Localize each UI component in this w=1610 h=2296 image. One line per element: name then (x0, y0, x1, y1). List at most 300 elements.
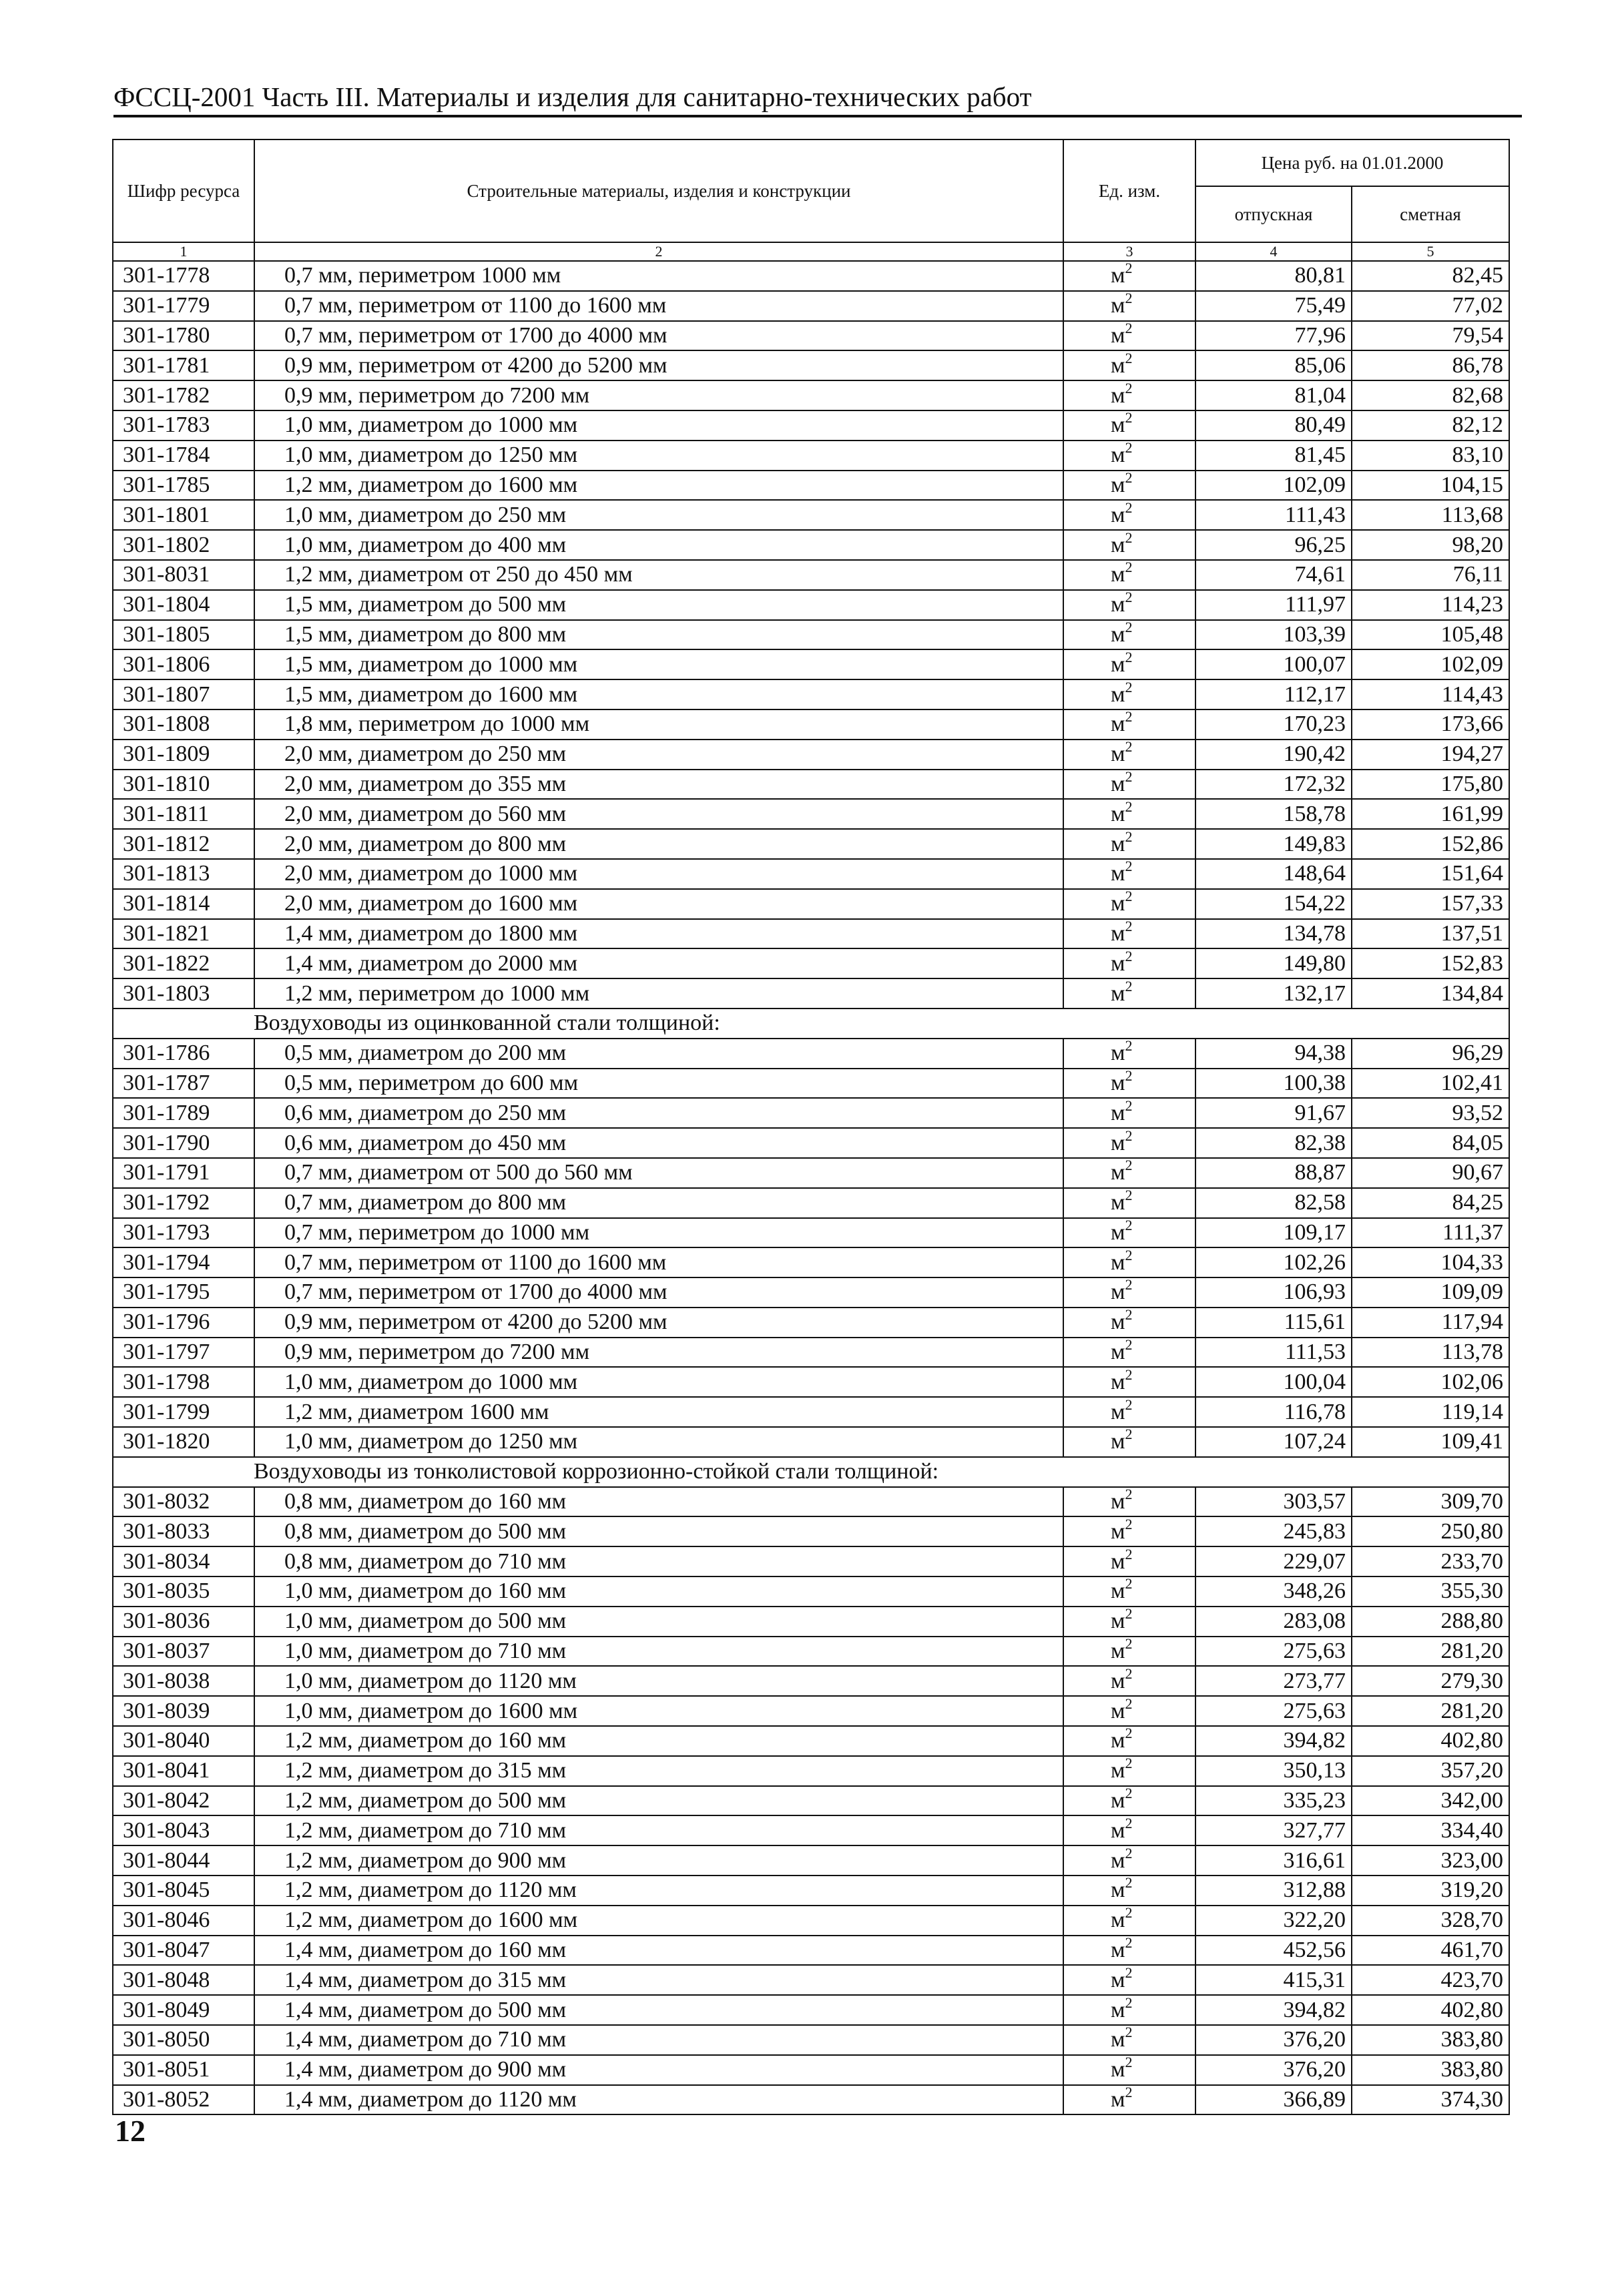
material-description: 0,9 мм, периметром от 4200 до 5200 мм (254, 1308, 1063, 1338)
material-description: 1,2 мм, диаметром до 500 мм (254, 1786, 1063, 1816)
section-row (113, 1009, 1509, 1039)
unit-exponent: 2 (1125, 440, 1133, 457)
material-description: 0,7 мм, диаметром до 800 мм (254, 1188, 1063, 1218)
price-release: 149,80 (1195, 948, 1352, 978)
unit-cell (1063, 1815, 1195, 1845)
price-estimate: 79,54 (1352, 321, 1509, 351)
unit-cell (1063, 1039, 1195, 1069)
price-table (112, 139, 1510, 2115)
price-estimate: 111,37 (1352, 1218, 1509, 1248)
material-description: 1,5 мм, диаметром до 1600 мм (254, 679, 1063, 709)
unit-cell (1063, 471, 1195, 501)
unit-cell (1063, 1367, 1195, 1397)
material-description: 0,7 мм, периметром от 1700 до 4000 мм (254, 1277, 1063, 1308)
price-release: 394,82 (1195, 1995, 1352, 2025)
price-estimate: 102,09 (1352, 649, 1509, 679)
unit-text: м (1111, 1489, 1125, 1514)
price-estimate: 119,14 (1352, 1397, 1509, 1427)
unit-text: м (1111, 681, 1125, 707)
price-estimate: 161,99 (1352, 799, 1509, 829)
material-description: 0,7 мм, периметром 1000 мм (254, 261, 1063, 291)
unit-cell (1063, 261, 1195, 291)
resource-code: 301-1791 (113, 1158, 254, 1188)
table-row (113, 1756, 1509, 1786)
unit-text: м (1111, 1518, 1125, 1544)
price-release: 350,13 (1195, 1756, 1352, 1786)
unit-exponent: 2 (1125, 1845, 1133, 1861)
material-description: 0,5 мм, периметром до 600 мм (254, 1069, 1063, 1099)
table-row (113, 1726, 1509, 1756)
table-row (113, 1039, 1509, 1069)
unit-cell (1063, 1098, 1195, 1128)
material-description: 0,9 мм, периметром до 7200 мм (254, 380, 1063, 410)
table-row (113, 590, 1509, 620)
table-row (113, 500, 1509, 530)
col-header-unit: Ед. изм. (1063, 139, 1195, 242)
resource-code: 301-1814 (113, 889, 254, 919)
price-estimate: 402,80 (1352, 1995, 1509, 2025)
unit-exponent: 2 (1125, 888, 1133, 905)
price-release: 415,31 (1195, 1965, 1352, 1995)
price-release: 82,58 (1195, 1188, 1352, 1218)
table-row (113, 1965, 1509, 1995)
unit-cell (1063, 649, 1195, 679)
unit-text: м (1111, 1728, 1125, 1753)
resource-code: 301-1793 (113, 1218, 254, 1248)
unit-exponent: 2 (1125, 1726, 1133, 1742)
unit-cell (1063, 829, 1195, 859)
table-row (113, 261, 1509, 291)
resource-code: 301-1822 (113, 948, 254, 978)
unit-cell (1063, 679, 1195, 709)
price-release: 172,32 (1195, 770, 1352, 800)
unit-text: м (1111, 1340, 1125, 1365)
price-release: 80,81 (1195, 261, 1352, 291)
material-description: 1,4 мм, диаметром до 160 мм (254, 1936, 1063, 1966)
material-description: 1,0 мм, диаметром до 1600 мм (254, 1696, 1063, 1726)
price-estimate: 402,80 (1352, 1726, 1509, 1756)
price-estimate: 93,52 (1352, 1098, 1509, 1128)
price-estimate: 109,41 (1352, 1427, 1509, 1457)
unit-exponent: 2 (1125, 1337, 1133, 1354)
page-number: 12 (115, 2114, 146, 2148)
resource-code: 301-1784 (113, 441, 254, 471)
material-description: 2,0 мм, диаметром до 1600 мм (254, 889, 1063, 919)
price-estimate: 90,67 (1352, 1158, 1509, 1188)
price-estimate: 84,05 (1352, 1128, 1509, 1158)
col-number: 1 (113, 242, 254, 261)
material-description: 1,2 мм, диаметром до 1600 мм (254, 1906, 1063, 1936)
material-description: 0,8 мм, диаметром до 160 мм (254, 1487, 1063, 1517)
table-row (113, 1995, 1509, 2025)
table-row (113, 560, 1509, 590)
price-estimate: 288,80 (1352, 1607, 1509, 1637)
unit-text: м (1111, 831, 1125, 856)
price-release: 190,42 (1195, 740, 1352, 770)
resource-code: 301-1808 (113, 709, 254, 740)
unit-text: м (1111, 1997, 1125, 2022)
material-description: 0,7 мм, периметром от 1700 до 4000 мм (254, 321, 1063, 351)
material-description: 1,0 мм, диаметром до 500 мм (254, 1607, 1063, 1637)
price-estimate: 323,00 (1352, 1845, 1509, 1876)
unit-exponent: 2 (1125, 1935, 1133, 1952)
resource-code: 301-8036 (113, 1607, 254, 1637)
unit-cell (1063, 1277, 1195, 1308)
unit-cell (1063, 1936, 1195, 1966)
price-release: 116,78 (1195, 1397, 1352, 1427)
material-description: 1,2 мм, диаметром до 1120 мм (254, 1876, 1063, 1906)
material-description: 0,9 мм, периметром от 4200 до 5200 мм (254, 350, 1063, 380)
resource-code: 301-1782 (113, 380, 254, 410)
unit-text: м (1111, 322, 1125, 348)
price-estimate: 281,20 (1352, 1637, 1509, 1667)
material-description: 1,2 мм, диаметром до 315 мм (254, 1756, 1063, 1786)
unit-cell (1063, 350, 1195, 380)
col-number: 5 (1352, 242, 1509, 261)
resource-code: 301-1807 (113, 679, 254, 709)
unit-text: м (1111, 920, 1125, 946)
material-description: 0,7 мм, периметром от 1100 до 1600 мм (254, 291, 1063, 321)
unit-cell (1063, 1427, 1195, 1457)
resource-code: 301-1802 (113, 530, 254, 560)
unit-cell (1063, 291, 1195, 321)
table-row (113, 1338, 1509, 1368)
price-estimate: 152,83 (1352, 948, 1509, 978)
table-row (113, 1277, 1509, 1308)
unit-exponent: 2 (1125, 619, 1133, 635)
price-estimate: 233,70 (1352, 1546, 1509, 1576)
table-row (113, 1069, 1509, 1099)
unit-text: м (1111, 2057, 1125, 2082)
price-release: 348,26 (1195, 1576, 1352, 1607)
resource-code: 301-1780 (113, 321, 254, 351)
table-row (113, 321, 1509, 351)
price-estimate: 383,80 (1352, 2025, 1509, 2055)
table-row (113, 1607, 1509, 1637)
table-row (113, 919, 1509, 949)
price-estimate: 152,86 (1352, 829, 1509, 859)
material-description: 1,0 мм, диаметром до 250 мм (254, 500, 1063, 530)
price-release: 316,61 (1195, 1845, 1352, 1876)
material-description: 1,0 мм, диаметром до 1000 мм (254, 410, 1063, 441)
resource-code: 301-8052 (113, 2085, 254, 2115)
resource-code: 301-1799 (113, 1397, 254, 1427)
material-description: 1,2 мм, диаметром от 250 до 450 мм (254, 560, 1063, 590)
col-number: 2 (254, 242, 1063, 261)
price-release: 81,45 (1195, 441, 1352, 471)
unit-exponent: 2 (1125, 1128, 1133, 1144)
unit-text: м (1111, 950, 1125, 976)
price-estimate: 83,10 (1352, 441, 1509, 471)
table-row (113, 350, 1509, 380)
unit-cell (1063, 1995, 1195, 2025)
price-estimate: 374,30 (1352, 2085, 1509, 2115)
material-description: 1,0 мм, диаметром до 1120 мм (254, 1666, 1063, 1696)
unit-exponent: 2 (1125, 261, 1133, 277)
price-release: 245,83 (1195, 1516, 1352, 1546)
col-header-price-estimate: сметная (1352, 186, 1509, 242)
material-description: 1,4 мм, диаметром до 710 мм (254, 2025, 1063, 2055)
unit-text: м (1111, 1938, 1125, 1963)
unit-exponent: 2 (1125, 1666, 1133, 1682)
unit-text: м (1111, 1698, 1125, 1723)
unit-text: м (1111, 1758, 1125, 1783)
resource-code: 301-1779 (113, 291, 254, 321)
resource-code: 301-8045 (113, 1876, 254, 1906)
table-row (113, 829, 1509, 859)
resource-code: 301-1795 (113, 1277, 254, 1308)
resource-code: 301-8038 (113, 1666, 254, 1696)
unit-exponent: 2 (1125, 1307, 1133, 1324)
price-estimate: 250,80 (1352, 1516, 1509, 1546)
unit-text: м (1111, 891, 1125, 916)
material-description: 0,8 мм, диаметром до 710 мм (254, 1546, 1063, 1576)
unit-exponent: 2 (1125, 918, 1133, 934)
resource-code: 301-8051 (113, 2055, 254, 2085)
unit-exponent: 2 (1125, 500, 1133, 516)
unit-cell (1063, 770, 1195, 800)
unit-text: м (1111, 1668, 1125, 1693)
price-estimate: 423,70 (1352, 1965, 1509, 1995)
resource-code: 301-1805 (113, 620, 254, 650)
unit-exponent: 2 (1125, 1576, 1133, 1593)
material-description: 1,8 мм, периметром до 1000 мм (254, 709, 1063, 740)
unit-text: м (1111, 1100, 1125, 1125)
price-estimate: 114,43 (1352, 679, 1509, 709)
unit-text: м (1111, 532, 1125, 557)
unit-exponent: 2 (1125, 1486, 1133, 1503)
unit-text: м (1111, 1190, 1125, 1215)
col-header-code: Шифр ресурса (113, 139, 254, 242)
material-description: 1,0 мм, диаметром до 400 мм (254, 530, 1063, 560)
resource-code: 301-1806 (113, 649, 254, 679)
resource-code: 301-8039 (113, 1696, 254, 1726)
price-release: 170,23 (1195, 709, 1352, 740)
price-estimate: 279,30 (1352, 1666, 1509, 1696)
material-description: 1,5 мм, диаметром до 1000 мм (254, 649, 1063, 679)
price-release: 107,24 (1195, 1427, 1352, 1457)
resource-code: 301-8033 (113, 1516, 254, 1546)
resource-code: 301-1778 (113, 261, 254, 291)
table-row (113, 649, 1509, 679)
unit-cell (1063, 1247, 1195, 1277)
price-release: 452,56 (1195, 1936, 1352, 1966)
price-release: 91,67 (1195, 1098, 1352, 1128)
unit-text: м (1111, 1160, 1125, 1185)
price-estimate: 309,70 (1352, 1487, 1509, 1517)
resource-code: 301-1790 (113, 1128, 254, 1158)
resource-code: 301-8037 (113, 1637, 254, 1667)
unit-cell (1063, 620, 1195, 650)
table-row (113, 1637, 1509, 1667)
price-release: 275,63 (1195, 1696, 1352, 1726)
unit-text: м (1111, 2027, 1125, 2052)
unit-text: м (1111, 1249, 1125, 1275)
unit-exponent: 2 (1125, 1965, 1133, 1981)
unit-exponent: 2 (1125, 320, 1133, 336)
table-row (113, 380, 1509, 410)
price-estimate: 113,78 (1352, 1338, 1509, 1368)
price-estimate: 137,51 (1352, 919, 1509, 949)
material-description: 1,2 мм, диаметром 1600 мм (254, 1397, 1063, 1427)
price-estimate: 357,20 (1352, 1756, 1509, 1786)
unit-exponent: 2 (1125, 1815, 1133, 1831)
resource-code: 301-1783 (113, 410, 254, 441)
unit-cell (1063, 889, 1195, 919)
unit-cell (1063, 2055, 1195, 2085)
resource-code: 301-1803 (113, 978, 254, 1009)
price-release: 154,22 (1195, 889, 1352, 919)
material-description: 1,4 мм, диаметром до 500 мм (254, 1995, 1063, 2025)
table-row (113, 978, 1509, 1009)
unit-exponent: 2 (1125, 739, 1133, 756)
table-row (113, 1786, 1509, 1816)
price-release: 134,78 (1195, 919, 1352, 949)
material-description: 2,0 мм, диаметром до 560 мм (254, 799, 1063, 829)
unit-text: м (1111, 801, 1125, 826)
resource-code: 301-8043 (113, 1815, 254, 1845)
unit-exponent: 2 (1125, 1876, 1133, 1892)
table-row (113, 620, 1509, 650)
unit-exponent: 2 (1125, 530, 1133, 546)
price-release: 132,17 (1195, 978, 1352, 1009)
table-row (113, 2025, 1509, 2055)
unit-exponent: 2 (1125, 1068, 1133, 1084)
price-release: 75,49 (1195, 291, 1352, 321)
price-release: 327,77 (1195, 1815, 1352, 1845)
price-release: 100,38 (1195, 1069, 1352, 1099)
price-estimate: 175,80 (1352, 770, 1509, 800)
unit-cell (1063, 1637, 1195, 1667)
table-row (113, 1397, 1509, 1427)
unit-exponent: 2 (1125, 679, 1133, 695)
material-description: 0,6 мм, диаметром до 250 мм (254, 1098, 1063, 1128)
table-row (113, 441, 1509, 471)
unit-cell (1063, 410, 1195, 441)
unit-text: м (1111, 1639, 1125, 1664)
price-release: 376,20 (1195, 2055, 1352, 2085)
unit-cell (1063, 1338, 1195, 1368)
price-estimate: 109,09 (1352, 1277, 1509, 1308)
col-number: 4 (1195, 242, 1352, 261)
material-description: 1,0 мм, диаметром до 1250 мм (254, 441, 1063, 471)
material-description: 0,5 мм, диаметром до 200 мм (254, 1039, 1063, 1069)
price-release: 82,38 (1195, 1128, 1352, 1158)
unit-cell (1063, 530, 1195, 560)
resource-code: 301-1792 (113, 1188, 254, 1218)
table-row (113, 799, 1509, 829)
section-heading: Воздуховоды из оцинкованной стали толщиной: (113, 1009, 1509, 1039)
unit-exponent: 2 (1125, 1397, 1133, 1413)
table-row (113, 889, 1509, 919)
material-description: 1,0 мм, диаметром до 1000 мм (254, 1367, 1063, 1397)
material-description: 1,4 мм, диаметром до 315 мм (254, 1965, 1063, 1995)
price-release: 112,17 (1195, 679, 1352, 709)
unit-text: м (1111, 1609, 1125, 1634)
resource-code: 301-1798 (113, 1367, 254, 1397)
unit-cell (1063, 2085, 1195, 2115)
table-row (113, 1876, 1509, 1906)
unit-text: м (1111, 1548, 1125, 1574)
price-release: 85,06 (1195, 350, 1352, 380)
table-row (113, 1158, 1509, 1188)
table-row (113, 410, 1509, 441)
price-estimate: 173,66 (1352, 709, 1509, 740)
col-header-price-group: Цена руб. на 01.01.2000 (1195, 139, 1509, 186)
price-release: 394,82 (1195, 1726, 1352, 1756)
material-description: 0,7 мм, периметром до 1000 мм (254, 1218, 1063, 1248)
unit-exponent: 2 (1125, 350, 1133, 366)
unit-exponent: 2 (1125, 1606, 1133, 1623)
material-description: 0,7 мм, периметром от 1100 до 1600 мм (254, 1247, 1063, 1277)
unit-exponent: 2 (1125, 1098, 1133, 1114)
section-heading: Воздуховоды из тонколистовой коррозионно-стойкой стали толщиной: (113, 1457, 1509, 1487)
unit-exponent: 2 (1125, 1187, 1133, 1204)
unit-text: м (1111, 472, 1125, 497)
unit-cell (1063, 1397, 1195, 1427)
unit-text: м (1111, 1847, 1125, 1873)
resource-code: 301-8048 (113, 1965, 254, 1995)
unit-cell (1063, 1666, 1195, 1696)
unit-text: м (1111, 1788, 1125, 1813)
resource-code: 301-8031 (113, 560, 254, 590)
price-release: 229,07 (1195, 1546, 1352, 1576)
resource-code: 301-1796 (113, 1308, 254, 1338)
unit-cell (1063, 500, 1195, 530)
unit-text: м (1111, 382, 1125, 408)
price-release: 100,04 (1195, 1367, 1352, 1397)
price-estimate: 355,30 (1352, 1576, 1509, 1607)
section-row (113, 1457, 1509, 1487)
price-release: 109,17 (1195, 1218, 1352, 1248)
unit-text: м (1111, 1817, 1125, 1843)
unit-cell (1063, 740, 1195, 770)
resource-code: 301-1811 (113, 799, 254, 829)
price-release: 103,39 (1195, 620, 1352, 650)
unit-cell (1063, 1188, 1195, 1218)
unit-exponent: 2 (1125, 2054, 1133, 2071)
price-estimate: 98,20 (1352, 530, 1509, 560)
resource-code: 301-1789 (113, 1098, 254, 1128)
unit-text: м (1111, 980, 1125, 1006)
resource-code: 301-1804 (113, 590, 254, 620)
price-release: 80,49 (1195, 410, 1352, 441)
unit-cell (1063, 1965, 1195, 1995)
price-release: 366,89 (1195, 2085, 1352, 2115)
unit-exponent: 2 (1125, 709, 1133, 726)
unit-text: м (1111, 502, 1125, 527)
price-release: 322,20 (1195, 1906, 1352, 1936)
resource-code: 301-1785 (113, 471, 254, 501)
unit-cell (1063, 380, 1195, 410)
unit-cell (1063, 1308, 1195, 1338)
unit-cell (1063, 1726, 1195, 1756)
resource-code: 301-8049 (113, 1995, 254, 2025)
unit-text: м (1111, 1130, 1125, 1155)
material-description: 0,6 мм, диаметром до 450 мм (254, 1128, 1063, 1158)
unit-text: м (1111, 711, 1125, 737)
table-row (113, 1936, 1509, 1966)
unit-exponent: 2 (1125, 1696, 1133, 1712)
material-description: 0,7 мм, диаметром от 500 до 560 мм (254, 1158, 1063, 1188)
resource-code: 301-8040 (113, 1726, 254, 1756)
table-row (113, 1188, 1509, 1218)
resource-code: 301-8042 (113, 1786, 254, 1816)
unit-cell (1063, 590, 1195, 620)
unit-cell (1063, 948, 1195, 978)
resource-code: 301-1812 (113, 829, 254, 859)
unit-exponent: 2 (1125, 649, 1133, 665)
